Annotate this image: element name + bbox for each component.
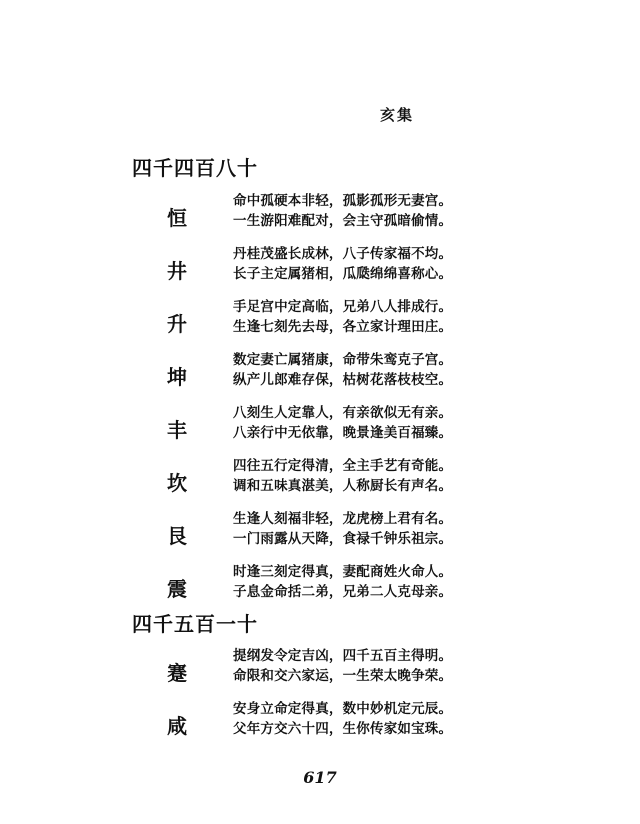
verse-couplet — [233, 350, 452, 390]
verse-couplet — [233, 456, 452, 496]
trigram-label: 咸 — [167, 714, 187, 738]
verse-line: 四往五行定得清，全主手艺有奇能。 — [233, 458, 453, 474]
verse-line: 八亲行中无依靠，晚景逢美百福臻。 — [233, 425, 453, 441]
verse-entry — [0, 297, 640, 349]
trigram-label: 井 — [167, 259, 187, 283]
verse-entry — [0, 509, 640, 561]
verse-couplet — [233, 646, 452, 686]
verse-line: 丹桂茂盛长成林，八子传家福不均。 — [233, 246, 453, 262]
trigram-label: 恒 — [167, 206, 187, 230]
verse-line: 时逢三刻定得真，妻配商姓火命人。 — [233, 564, 453, 580]
trigram-label: 丰 — [167, 418, 187, 442]
verse-couplet — [233, 403, 452, 443]
verse-line: 父年方交六十四，生你传家如宝珠。 — [233, 721, 453, 737]
verse-entry — [0, 403, 640, 455]
verse-line: 手足宫中定高临，兄弟八人排成行。 — [233, 299, 453, 315]
verse-line: 八刻生人定靠人，有亲欲似无有亲。 — [233, 405, 453, 421]
verse-entry — [0, 562, 640, 614]
verse-line: 提纲发令定吉凶，四千五百主得明。 — [233, 648, 453, 664]
verse-line: 子息金命括二弟，兄弟二人克母亲。 — [233, 584, 453, 600]
verse-couplet — [233, 191, 452, 231]
trigram-label: 蹇 — [167, 661, 187, 685]
verse-couplet — [233, 244, 452, 284]
verse-entry — [0, 191, 640, 243]
verse-couplet — [233, 509, 452, 549]
verse-couplet — [233, 699, 452, 739]
verse-line: 安身立命定得真，数中妙机定元辰。 — [233, 701, 453, 717]
verse-line: 生逢人刻福非轻，龙虎榜上君有名。 — [233, 511, 453, 527]
verse-line: 数定妻亡属猪康，命带朱鸾克子宫。 — [233, 352, 453, 368]
verse-line: 一门雨露从天降，食禄千钟乐祖宗。 — [233, 531, 453, 547]
verse-couplet — [233, 297, 452, 337]
verse-entry — [0, 244, 640, 296]
section-title: 四千五百一十 — [132, 612, 258, 636]
verse-line: 长子主定属猪相，瓜瓞绵绵喜称心。 — [233, 266, 453, 282]
running-header: 亥集 — [380, 106, 415, 124]
section-title: 四千四百八十 — [132, 156, 258, 180]
verse-line: 命中孤硬本非轻，孤影孤形无妻宫。 — [233, 193, 453, 209]
verse-line: 纵产儿郎难存保，枯树花落枝枝空。 — [233, 372, 453, 388]
verse-line: 一生游阳难配对，会主守孤暗偷情。 — [233, 213, 453, 229]
verse-line: 调和五味真湛美，人称厨长有声名。 — [233, 478, 453, 494]
trigram-label: 震 — [167, 577, 187, 601]
verse-entry — [0, 350, 640, 402]
verse-entry — [0, 699, 640, 751]
trigram-label: 升 — [167, 312, 187, 336]
trigram-label: 坤 — [167, 365, 187, 389]
trigram-label: 艮 — [167, 524, 187, 548]
verse-couplet — [233, 562, 452, 602]
trigram-label: 坎 — [167, 471, 187, 495]
verse-entry — [0, 646, 640, 698]
verse-line: 生逢七刻先去母，各立家计理田庄。 — [233, 319, 453, 335]
verse-entry — [0, 456, 640, 508]
page-number: 617 — [303, 768, 337, 787]
verse-line: 命限和交六家运，一生荣太晚争荣。 — [233, 668, 453, 684]
